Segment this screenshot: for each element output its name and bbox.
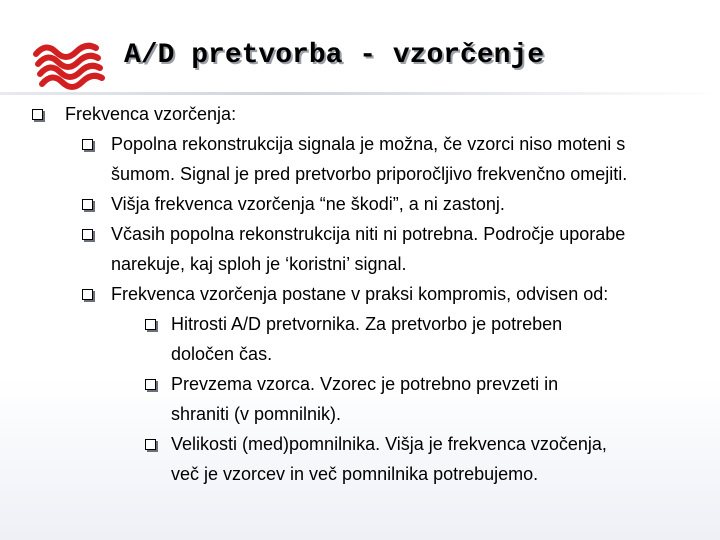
bullet-marker-icon: [145, 379, 156, 390]
bullet-text-level-2: Višja frekvenca vzorčenja “ne škodi”, a ni zastonj.: [111, 194, 505, 214]
slide-title: A/D pretvorba - vzorčenje: [124, 40, 545, 71]
bullet-marker-icon: [32, 109, 43, 120]
bullet-marker-icon: [145, 439, 156, 450]
bullet-text-level-3: določen čas.: [171, 344, 273, 364]
bullet-text-level-2: šumom. Signal je pred pretvorbo priporočljivo frekvenčno omejiti.: [111, 164, 628, 184]
bullet-text-level-3: več je vzorcev in več pomnilnika potrebujemo.: [171, 464, 539, 484]
red-wave-logo-icon: [32, 38, 108, 94]
bullet-text-level-3: Hitrosti A/D pretvornika. Za pretvorbo je potreben: [171, 314, 563, 334]
bullet-text-level-3: shraniti (v pomnilnik).: [171, 404, 342, 424]
bullet-text-level-3: Velikosti (med)pomnilnika. Višja je frekvenca vzočenja,: [171, 434, 607, 454]
title-divider: [0, 92, 720, 95]
bullet-text-level-2: Včasih popolna rekonstrukcija niti ni potrebna. Področje uporabe: [111, 224, 626, 244]
bullet-marker-icon: [82, 139, 93, 150]
bullet-text-level-1: Frekvenca vzorčenja:: [65, 104, 237, 124]
bullet-marker-icon: [145, 319, 156, 330]
bullet-marker-icon: [82, 199, 93, 210]
bullet-text-level-2: Popolna rekonstrukcija signala je možna, če vzorci niso moteni s: [111, 134, 626, 154]
bullet-marker-icon: [82, 229, 93, 240]
bullet-marker-icon: [82, 289, 93, 300]
bullet-text-level-2: Frekvenca vzorčenja postane v praksi kompromis, odvisen od:: [111, 284, 609, 304]
bullet-text-level-2: narekuje, kaj sploh je ‘koristni’ signal.: [111, 254, 407, 274]
bullet-text-level-3: Prevzema vzorca. Vzorec je potrebno prevzeti in: [171, 374, 559, 394]
